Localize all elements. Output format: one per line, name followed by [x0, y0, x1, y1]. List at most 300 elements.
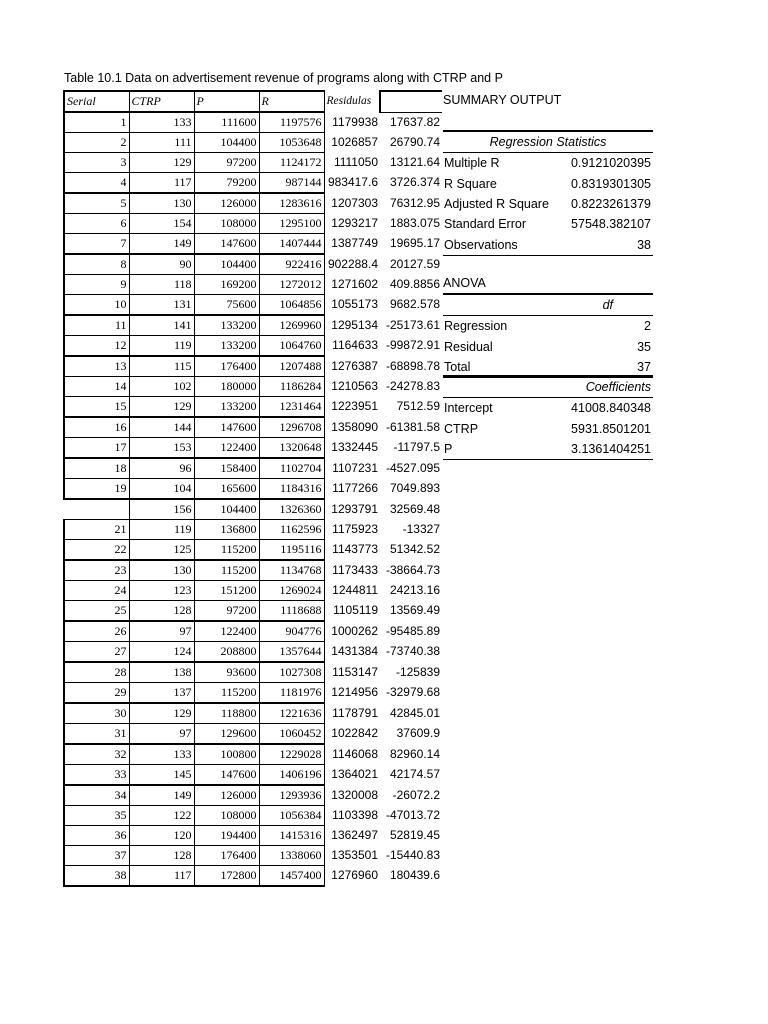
p-cell: 165600	[194, 479, 259, 500]
table-row	[64, 173, 442, 194]
ctrp-cell: 137	[129, 683, 194, 704]
r-cell: 1357644	[259, 642, 324, 663]
residual-cell: -15440.83	[385, 848, 440, 862]
predicted-cell: 1362497	[331, 828, 378, 842]
predicted-cell: 1358090	[331, 419, 378, 434]
stat-row	[443, 234, 653, 255]
predicted-cell: 902288.4	[327, 256, 378, 271]
stat-value: 0.9121020395	[571, 156, 651, 171]
header-row	[64, 91, 442, 112]
table-row	[64, 234, 442, 255]
residual-cell: -4527.095	[385, 460, 440, 475]
ctrp-cell: 120	[129, 826, 194, 846]
predicted-cell: 1210563	[331, 379, 378, 393]
ctrp-cell: 129	[129, 153, 194, 173]
serial-cell: 33	[64, 765, 129, 786]
table-title: Table 10.1 Data on advertisement revenue of programs along with CTRP and P	[64, 71, 503, 85]
residual-cell: 82960.14	[389, 746, 440, 761]
serial-cell: 18	[64, 458, 129, 479]
stat-label: Multiple R	[444, 156, 500, 171]
ctrp-cell: 123	[129, 581, 194, 601]
r-cell: 1124172	[259, 153, 324, 173]
table-row	[64, 214, 442, 234]
table-row	[64, 683, 442, 704]
r-cell: 1457400	[259, 866, 324, 887]
table-row	[64, 438, 442, 459]
p-cell: 172800	[194, 866, 259, 887]
coefficient-row	[443, 398, 653, 419]
stat-value: 0.8223261379	[571, 197, 651, 212]
r-cell: 1186284	[259, 377, 324, 397]
summary-output-title: SUMMARY OUTPUT	[443, 93, 562, 107]
stat-label: Adjusted R Square	[444, 197, 549, 212]
predicted-cell: 1293791	[331, 501, 378, 516]
serial-cell: 9	[64, 275, 129, 295]
p-cell: 104400	[194, 499, 259, 520]
p-cell: 147600	[194, 417, 259, 438]
predicted-cell: 1179938	[332, 114, 378, 129]
r-cell: 1269024	[259, 581, 324, 601]
r-cell: 1415316	[259, 826, 324, 846]
residual-cell: 42845.01	[389, 705, 440, 720]
r-cell: 1181976	[259, 683, 324, 704]
serial-cell: 23	[64, 560, 129, 581]
p-cell: 129600	[194, 724, 259, 745]
residual-cell: -125839	[395, 664, 440, 679]
ctrp-cell: 97	[129, 621, 194, 642]
serial-cell: 29	[64, 683, 129, 704]
ctrp-cell: 128	[129, 601, 194, 622]
ctrp-cell: 153	[129, 438, 194, 459]
serial-cell: 27	[64, 642, 129, 663]
p-cell: 126000	[194, 193, 259, 214]
anova-value: 2	[644, 319, 651, 334]
serial-cell: 5	[64, 193, 129, 214]
table-row	[64, 458, 442, 479]
stat-label: Observations	[443, 234, 561, 255]
predicted-cell: 1143773	[332, 542, 378, 557]
serial-cell: 8	[64, 254, 129, 275]
residual-cell: 13121.64	[389, 155, 440, 169]
table-row	[64, 846, 442, 866]
table-row	[64, 193, 442, 214]
ctrp-cell: 124	[129, 642, 194, 663]
table-row	[64, 254, 442, 275]
residual-cell: 42174.57	[389, 767, 440, 782]
ctrp-cell: 117	[129, 173, 194, 194]
table-row	[64, 724, 442, 745]
predicted-cell: 1431384	[331, 644, 378, 659]
residual-cell: 409.8856	[389, 277, 440, 291]
r-cell: 1056384	[259, 806, 324, 826]
table-row	[64, 133, 442, 153]
p-cell: 108000	[194, 806, 259, 826]
coefficient-value: 5931.8501201	[571, 421, 651, 436]
predicted-cell: 1207303	[331, 195, 378, 210]
p-cell: 208800	[194, 642, 259, 663]
coefficient-label: P	[443, 439, 522, 460]
residual-cell: 7512.59	[396, 399, 440, 414]
r-cell: 1283616	[259, 193, 324, 214]
table-row	[64, 315, 442, 336]
p-cell: 104400	[194, 254, 259, 275]
predicted-cell: 1055173	[331, 297, 378, 312]
residual-cell: 3726.374	[389, 175, 440, 190]
stat-value: 0.8319301305	[571, 176, 651, 191]
ctrp-cell: 141	[129, 315, 194, 336]
anova-table	[443, 293, 653, 378]
p-cell: 104400	[194, 133, 259, 153]
serial-cell: 2	[64, 133, 129, 153]
residual-cell: -99872.91	[385, 338, 440, 353]
r-cell: 1162596	[259, 520, 324, 540]
ctrp-cell: 122	[129, 806, 194, 826]
predicted-cell: 1276960	[331, 868, 378, 883]
residual-cell: 7049.893	[389, 481, 440, 496]
predicted-cell: 1387749	[331, 236, 378, 251]
predicted-cell: 1364021	[331, 767, 378, 782]
p-cell: 133200	[194, 336, 259, 357]
coefficient-label: CTRP	[444, 421, 479, 436]
p-cell: 126000	[194, 785, 259, 806]
ctrp-cell: 129	[129, 703, 194, 724]
p-cell: 97200	[194, 601, 259, 622]
p-cell: 100800	[194, 744, 259, 765]
residual-cell: -38664.73	[385, 562, 440, 577]
predicted-cell: 1332445	[331, 440, 378, 455]
predicted-cell: 1214956	[331, 685, 378, 700]
header-residuals: Residulas	[324, 91, 380, 112]
anova-label: Residual	[444, 339, 493, 354]
ctrp-cell: 133	[129, 112, 194, 133]
residual-cell: 37609.9	[396, 726, 440, 741]
r-cell: 1272012	[259, 275, 324, 295]
residual-cell: 24213.16	[389, 583, 440, 597]
table-row	[64, 703, 442, 724]
serial-cell: 1	[64, 112, 129, 133]
ctrp-cell: 104	[129, 479, 194, 500]
r-cell: 1407444	[259, 234, 324, 255]
serial-cell: 30	[64, 703, 129, 724]
residual-cell: 9682.578	[389, 297, 440, 312]
serial-cell: 26	[64, 621, 129, 642]
ctrp-cell: 102	[129, 377, 194, 397]
predicted-cell: 1223951	[331, 399, 378, 414]
serial-cell: 10	[64, 295, 129, 316]
table-row	[64, 621, 442, 642]
p-cell: 79200	[194, 173, 259, 194]
serial-cell: 19	[64, 479, 129, 500]
anova-label: Regression	[444, 319, 508, 334]
ctrp-cell: 128	[129, 846, 194, 866]
ctrp-cell: 119	[129, 520, 194, 540]
ctrp-cell: 115	[129, 356, 194, 377]
r-cell: 1027308	[259, 662, 324, 683]
table-row	[64, 417, 442, 438]
residual-cell: 13569.49	[389, 603, 440, 618]
r-cell: 1064856	[259, 295, 324, 316]
stat-value: 57548.382107	[571, 217, 651, 232]
r-cell: 1184316	[259, 479, 324, 500]
predicted-cell: 1271602	[331, 277, 378, 291]
table-row	[64, 601, 442, 622]
r-cell: 1231464	[259, 397, 324, 418]
residual-cell: -13327	[402, 522, 440, 536]
ctrp-cell: 130	[129, 560, 194, 581]
serial-cell: 13	[64, 356, 129, 377]
header-serial: Serial	[64, 91, 129, 112]
table-row	[64, 866, 442, 887]
p-cell: 194400	[194, 826, 259, 846]
serial-cell: 14	[64, 377, 129, 397]
r-cell: 1326360	[259, 499, 324, 520]
table-row	[64, 560, 442, 581]
r-cell: 1296708	[259, 417, 324, 438]
ctrp-cell: 129	[129, 397, 194, 418]
table-row	[64, 397, 442, 418]
coefficient-value: 3.1361404251	[522, 439, 653, 460]
r-cell: 922416	[259, 254, 324, 275]
p-cell: 180000	[194, 377, 259, 397]
residual-cell: -61381.58	[385, 419, 440, 434]
r-cell: 1197576	[259, 112, 324, 133]
serial-cell: 6	[64, 214, 129, 234]
table-row	[64, 765, 442, 786]
r-cell: 1338060	[259, 846, 324, 866]
predicted-cell: 1173433	[332, 562, 378, 577]
ctrp-cell: 111	[129, 133, 194, 153]
ctrp-cell: 149	[129, 785, 194, 806]
p-cell: 136800	[194, 520, 259, 540]
table-row	[64, 806, 442, 826]
anova-row	[443, 316, 653, 337]
p-cell: 115200	[194, 540, 259, 561]
predicted-cell: 1276387	[331, 358, 378, 373]
ctrp-cell: 131	[129, 295, 194, 316]
p-cell: 111600	[194, 112, 259, 133]
residual-cell: 20127.59	[389, 256, 440, 271]
table-body	[64, 112, 442, 886]
residual-cell: -95485.89	[385, 623, 440, 638]
coefficients-table	[443, 375, 653, 460]
residual-cell: 32569.48	[389, 501, 440, 516]
predicted-cell: 1175923	[332, 522, 378, 536]
predicted-cell: 1105119	[333, 603, 378, 618]
ctrp-cell: 130	[129, 193, 194, 214]
table-row	[64, 642, 442, 663]
table-row	[64, 112, 442, 133]
serial-cell: 16	[64, 417, 129, 438]
predicted-cell: 1022842	[331, 726, 378, 741]
ctrp-cell: 119	[129, 336, 194, 357]
regression-statistics-header: Regression Statistics	[443, 131, 653, 153]
r-cell: 1406196	[259, 765, 324, 786]
predicted-cell: 1111050	[333, 155, 378, 169]
coefficients-header: Coefficients	[522, 376, 653, 398]
serial-cell: 38	[64, 866, 129, 887]
table-row	[64, 275, 442, 295]
residual-cell: -25173.61	[385, 317, 440, 332]
anova-row	[443, 337, 653, 357]
table-row	[64, 662, 442, 683]
table-row	[64, 744, 442, 765]
residual-cell: -68898.78	[385, 358, 440, 373]
ctrp-cell: 90	[129, 254, 194, 275]
anova-value: 35	[637, 339, 651, 354]
table-row	[64, 479, 442, 500]
predicted-cell: 1177266	[332, 481, 378, 496]
predicted-cell: 1295134	[331, 317, 378, 332]
stat-value: 38	[561, 234, 653, 255]
coefficient-value: 41008.840348	[571, 401, 651, 416]
table-row	[64, 785, 442, 806]
p-cell: 176400	[194, 846, 259, 866]
p-cell: 115200	[194, 683, 259, 704]
r-cell: 1134768	[259, 560, 324, 581]
residual-cell: 180439.6	[389, 868, 440, 883]
predicted-cell: 1244811	[332, 583, 378, 597]
table-row	[64, 499, 442, 520]
serial-cell: 3	[64, 153, 129, 173]
r-cell: 1295100	[259, 214, 324, 234]
serial-cell: 17	[64, 438, 129, 459]
predicted-cell: 1026857	[331, 135, 378, 149]
residual-cell: -47013.72	[385, 808, 440, 822]
anova-value: 37	[561, 357, 653, 378]
residual-cell: -24278.83	[385, 379, 440, 393]
predicted-cell: 1153147	[332, 664, 378, 679]
residual-cell: -26072.2	[392, 787, 440, 802]
serial-cell: 31	[64, 724, 129, 745]
r-cell: 1064760	[259, 336, 324, 357]
r-cell: 1293936	[259, 785, 324, 806]
stat-row	[443, 214, 653, 234]
serial-cell: 32	[64, 744, 129, 765]
regression-statistics-table	[443, 130, 653, 256]
header-r: R	[259, 91, 324, 112]
r-cell: 1207488	[259, 356, 324, 377]
r-cell: 1118688	[259, 601, 324, 622]
ctrp-cell: 133	[129, 744, 194, 765]
stat-row	[443, 153, 653, 174]
p-cell: 147600	[194, 765, 259, 786]
coefficient-row	[443, 439, 653, 460]
serial-cell: 25	[64, 601, 129, 622]
table-row	[64, 581, 442, 601]
p-cell: 122400	[194, 438, 259, 459]
header-ctrp: CTRP	[129, 91, 194, 112]
p-cell: 118800	[194, 703, 259, 724]
serial-cell: 24	[64, 581, 129, 601]
ctrp-cell: 117	[129, 866, 194, 887]
residual-cell: 76312.95	[389, 195, 440, 210]
p-cell: 75600	[194, 295, 259, 316]
predicted-cell: 983417.6	[327, 175, 378, 190]
r-cell: 1053648	[259, 133, 324, 153]
predicted-cell: 1103398	[332, 808, 378, 822]
p-cell: 133200	[194, 315, 259, 336]
predicted-cell: 1164633	[332, 338, 378, 353]
r-cell: 987144	[259, 173, 324, 194]
serial-cell: 37	[64, 846, 129, 866]
p-cell: 158400	[194, 458, 259, 479]
residual-cell: 1883.075	[389, 216, 440, 230]
predicted-cell: 1320008	[331, 787, 378, 802]
p-cell: 93600	[194, 662, 259, 683]
ctrp-cell: 125	[129, 540, 194, 561]
r-cell: 1269960	[259, 315, 324, 336]
stat-row	[443, 194, 653, 214]
r-cell: 1229028	[259, 744, 324, 765]
table-row	[64, 377, 442, 397]
ctrp-cell: 118	[129, 275, 194, 295]
anova-title: ANOVA	[443, 276, 486, 290]
residual-cell: -73740.38	[385, 644, 440, 659]
serial-cell: 22	[64, 540, 129, 561]
coefficient-label: Intercept	[444, 401, 493, 416]
anova-df-header: df	[561, 294, 653, 316]
ctrp-cell: 144	[129, 417, 194, 438]
r-cell: 904776	[259, 621, 324, 642]
residual-cell: -11797.5	[393, 440, 440, 455]
residual-cell: 19695.17	[389, 236, 440, 251]
ctrp-cell: 149	[129, 234, 194, 255]
serial-cell: 21	[64, 520, 129, 540]
table-row	[64, 540, 442, 561]
stat-label: R Square	[444, 176, 497, 191]
predicted-cell: 1000262	[331, 623, 378, 638]
table-row	[64, 520, 442, 540]
p-cell: 115200	[194, 560, 259, 581]
p-cell: 97200	[194, 153, 259, 173]
data-table	[63, 90, 442, 887]
ctrp-cell: 97	[129, 724, 194, 745]
stat-label: Standard Error	[444, 217, 526, 232]
predicted-cell: 1293217	[331, 216, 378, 230]
p-cell: 147600	[194, 234, 259, 255]
ctrp-cell: 145	[129, 765, 194, 786]
serial-cell: 4	[64, 173, 129, 194]
serial-cell: 12	[64, 336, 129, 357]
serial-cell: 7	[64, 234, 129, 255]
serial-cell: 11	[64, 315, 129, 336]
r-cell: 1221636	[259, 703, 324, 724]
p-cell: 151200	[194, 581, 259, 601]
p-cell: 122400	[194, 621, 259, 642]
serial-cell: 28	[64, 662, 129, 683]
r-cell: 1195116	[259, 540, 324, 561]
anova-label: Total	[443, 357, 561, 378]
residual-cell: 51342.52	[389, 542, 440, 557]
table-row	[64, 336, 442, 357]
r-cell: 1060452	[259, 724, 324, 745]
residual-cell: -32979.68	[385, 685, 440, 700]
table-row	[64, 295, 442, 316]
coefficient-row	[443, 419, 653, 439]
predicted-cell: 1146068	[332, 746, 378, 761]
table-row	[64, 356, 442, 377]
stat-row	[443, 174, 653, 194]
predicted-cell: 1353501	[331, 848, 378, 862]
predicted-cell: 1107231	[332, 460, 378, 475]
predicted-cell: 1178791	[332, 705, 378, 720]
p-cell: 176400	[194, 356, 259, 377]
table-row	[64, 153, 442, 173]
serial-cell: 15	[64, 397, 129, 418]
table-row	[64, 826, 442, 846]
p-cell: 133200	[194, 397, 259, 418]
p-cell: 169200	[194, 275, 259, 295]
